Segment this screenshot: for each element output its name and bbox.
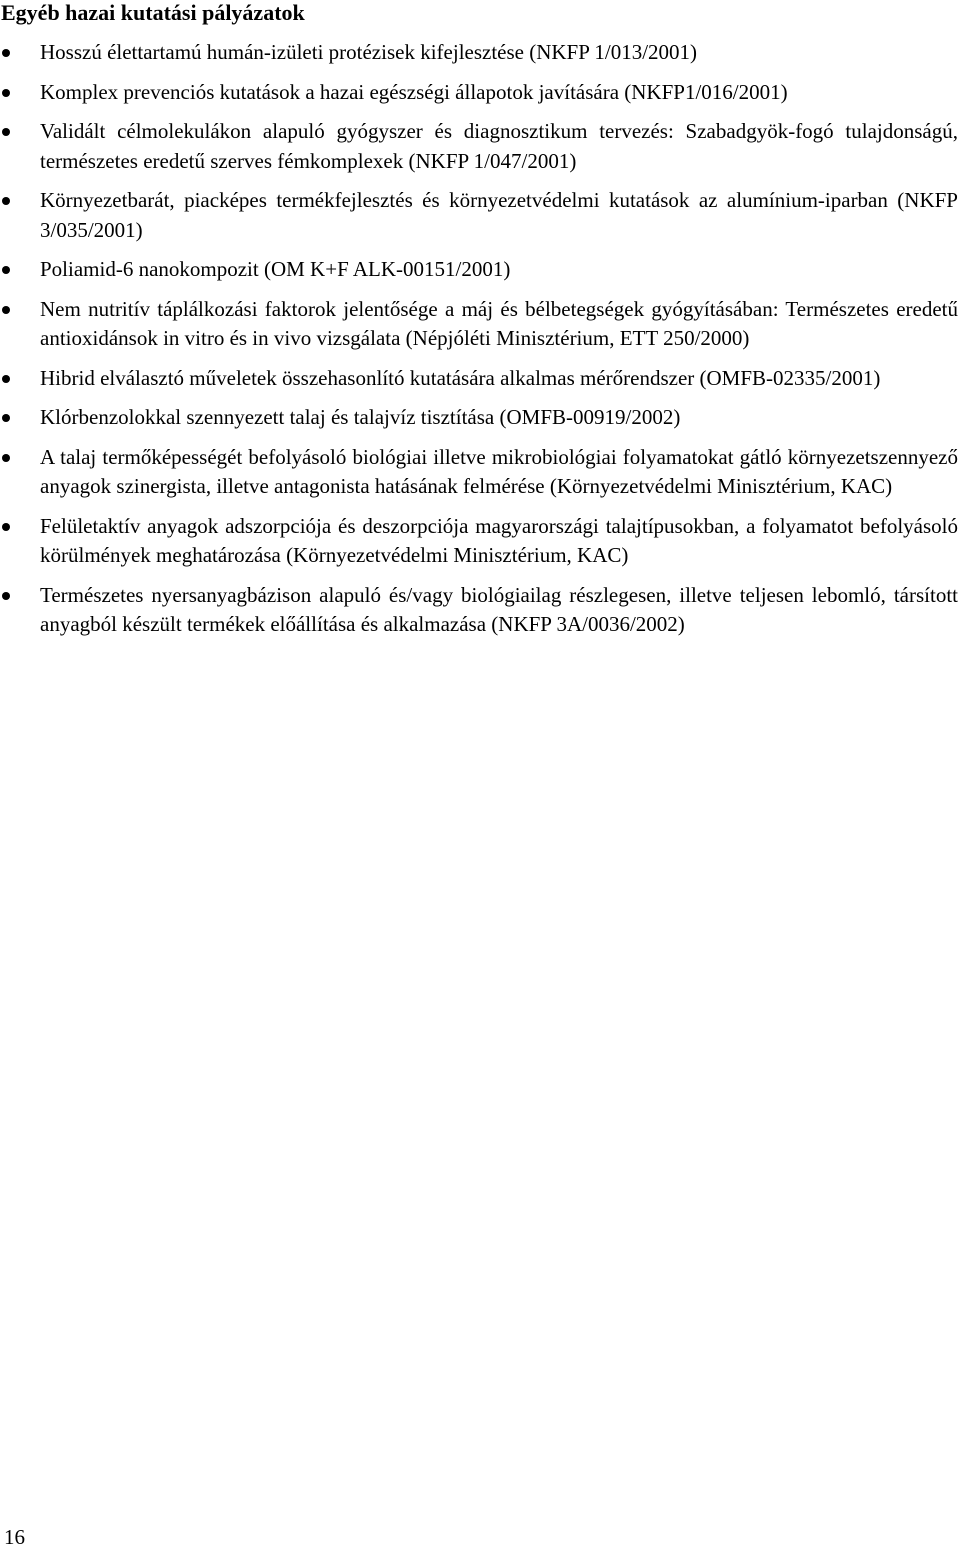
list-item	[0, 512, 958, 571]
list-item	[0, 255, 958, 285]
bullet-icon	[2, 454, 10, 462]
list-item	[0, 581, 958, 640]
bullet-icon	[2, 266, 10, 274]
list-item-text: Nem nutritív táplálkozási faktorok jelentősége a máj és bélbetegségek gyógyításában: Természetes eredetű antioxidánsok in vitro és in vivo vizsgálata (Népjóléti Minisztérium, ETT 250/2000)	[40, 296, 958, 350]
list-item-text: Felületaktív anyagok adszorpciója és deszorpciója magyarországi talajtípusokban, a folyamatot befolyásoló körülmények meghatározása (Környezetvédelmi Minisztérium, KAC)	[40, 513, 958, 567]
bullet-icon	[2, 592, 10, 600]
list-item-text: Poliamid-6 nanokompozit (OM K+F ALK-00151/2001)	[40, 257, 511, 281]
bullet-icon	[2, 523, 10, 531]
bullet-icon	[2, 128, 10, 136]
list-item-text: Hibrid elválasztó műveletek összehasonlító kutatására alkalmas mérőrendszer (OMFB-02335/2001)	[40, 365, 881, 390]
list-item	[0, 78, 958, 108]
bullet-icon	[2, 49, 10, 57]
bullet-icon	[2, 306, 10, 314]
project-list	[0, 38, 960, 650]
bullet-icon	[2, 375, 10, 383]
list-item-text: Környezetbarát, piacképes termékfejlesztés és környezetvédelmi kutatások az alumínium-iparban (NKFP 3/035/2001)	[40, 188, 958, 242]
list-item-text: Természetes nyersanyagbázison alapuló és/vagy biológiailag részlegesen, illetve teljesen lebomló, társított anyagból készült termékek előállítása és alkalmazása (NKFP 3A/0036/2002)	[40, 582, 958, 636]
list-item	[0, 117, 958, 176]
list-item-text: Komplex prevenciós kutatások a hazai egészségi állapotok javítására (NKFP1/016/2001)	[40, 79, 788, 104]
page-number: 16	[4, 1525, 25, 1549]
bullet-icon	[2, 197, 10, 205]
list-item	[0, 403, 958, 433]
list-item-text: Validált célmolekulákon alapuló gyógyszer és diagnosztikum tervezés: Szabadgyök-fogó tulajdonságú, természetes eredetű szerves fémkomplexek (NKFP 1/047/2001)	[40, 119, 958, 173]
list-item	[0, 295, 958, 354]
list-item	[0, 186, 958, 245]
list-item	[0, 364, 958, 394]
bullet-icon	[2, 414, 10, 422]
list-item-text: Klórbenzolokkal szennyezett talaj és talajvíz tisztítása (OMFB-00919/2002)	[40, 405, 681, 429]
list-item	[0, 443, 958, 502]
list-item	[0, 38, 958, 68]
bullet-icon	[2, 89, 10, 97]
list-item-text: A talaj termőképességét befolyásoló biológiai illetve mikrobiológiai folyamatokat gátló környezetszennyező anyagok szinergista, illetve antagonista hatásának felmérése (Környezetvédelmi Minisztérium, KAC)	[40, 444, 958, 498]
list-item-text: Hosszú élettartamú humán-izületi protézisek kifejlesztése (NKFP 1/013/2001)	[40, 40, 698, 64]
section-heading: Egyéb hazai kutatási pályázatok	[1, 0, 305, 25]
